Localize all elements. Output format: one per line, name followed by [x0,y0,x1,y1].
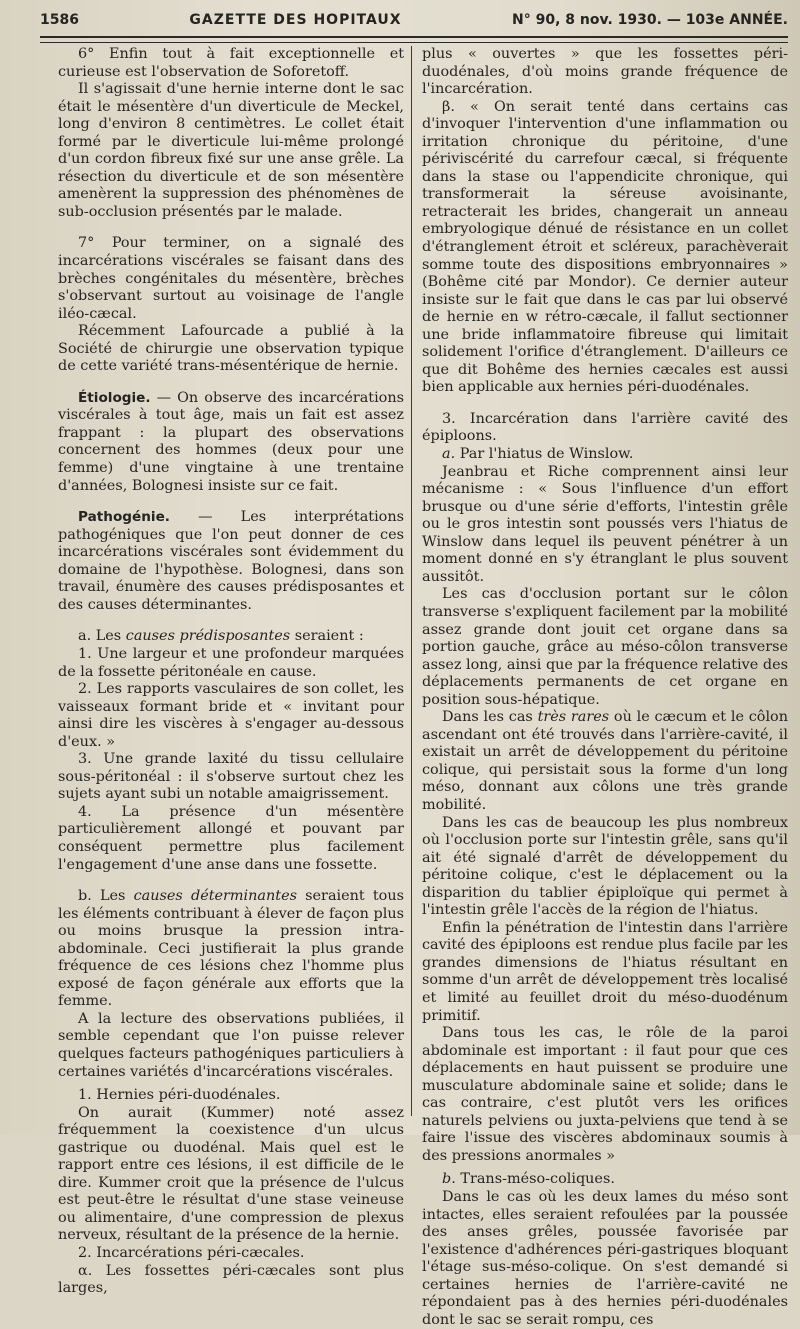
paragraph-text: 3. Une grande laxité du tissu cellulaire sous-péritonéal : il s'observe surtout chez les sujets ayant subi un notable amaigrissement. [58,751,404,803]
paragraph [422,1189,788,1329]
paragraph-text: Dans le cas où les deux lames du méso sont intactes, elles seraient refoulées par la poussée des anses grêles, poussée favorisée par l'existence d'adhérences péri-gastriques bloquant l'étage sus-méso-colique. On s'est demandé si certaines hernies de l'arrière-cavité ne répondaient pas à des hernies péri-duodénales dont le sac se serait rompu, ces [422,1189,788,1328]
journal-title: GAZETTE DES HOPITAUX [189,12,402,28]
italic-text: a. [442,446,456,463]
paragraph [58,646,404,681]
paragraph [422,411,788,446]
paragraph-text: Récemment Lafourcade a publié à la Société de chirurgie une observation typique de cette variété trans-mésentérique de hernie. [58,323,404,375]
paragraph-text: Enfin la pénétration de l'intestin dans l'arrière cavité des épiploons est rendue plus facile par les grandes dimensions de l'hiatus résultant en somme d'un arrêt de développement très localisé et limité au feuillet droit du méso-duodénum primitif. [422,919,788,1024]
paragraph [58,888,404,1011]
italic-text: très rares [537,709,610,726]
column-divider [411,46,412,1116]
paragraph-text: Il s'agissait d'une hernie interne dont le sac était le mésentère d'un diverticule de Meckel, long d'environ 8 centimètres. Le collet était formé par le diverticule lui-même prolongé d'un cordon fibreux fixé sur une anse grêle. La résection du diverticule et de son mésentère amenèrent la suppression des phénomènes de sub-occlusion présentés par le malade. [58,81,404,220]
paragraph [422,709,788,814]
paragraph [58,235,404,323]
lead-text: Dans les cas [442,709,538,726]
paragraph-text: où le cæcum et le côlon ascendant ont été trouvés dans l'arrière-cavité, il existait un arrêt de développement du péritoine colique, qui persistait sous la forme d'un long méso, donnant aux côlons une très grande mobilité. [422,709,788,813]
paragraph [58,804,404,874]
issue-info: N° 90, 8 nov. 1930. — 103e ANNÉE. [512,12,788,28]
paragraph [58,751,404,804]
right-column [422,46,788,1328]
paragraph [58,46,404,81]
paragraph [58,81,404,221]
paragraph-text: 2. Les rapports vasculaires de son collet, les vaisseaux formant bride et « invitant pour ainsi dire les viscères à s'engager au-dessous d'eux. » [58,681,404,750]
paragraph [422,1171,788,1189]
paragraph [58,1105,404,1245]
paragraph [422,920,788,1025]
paragraph-text: — On observe des incarcérations viscérales à tout âge, mais un fait est assez frappant : la plupart des observations concernent des hommes (deux pour une femme) d'une vingtaine à une trentaine d'années, Bolognesi insiste sur ce fait. [58,389,404,494]
paragraph [58,390,404,495]
paragraph-text: plus « ouvertes » que les fossettes péri-duodénales, d'où moins grande fréquence de l'incarcération. [422,46,788,98]
page-number: 1586 [40,12,79,28]
paragraph-text: — Les interprétations pathogéniques que l'on peut donner de ces incarcérations viscérales sont évidemment du domaine de l'hypothèse. Bolognesi, dans son travail, énumère des causes prédisposantes et des causes déterminantes. [58,509,404,613]
lead-text: a. Les [78,628,126,645]
paragraph-text: seraient tous les éléments contribuant à élever de façon plus ou moins brusque la pression intra-abdominale. Ceci justifierait la plus grande fréquence de ces lésions chez l'homme plus exposé de façon générale aux efforts que la femme. [58,888,404,1010]
paragraph-text: 7° Pour terminer, on a signalé des incarcérations viscérales se faisant dans des brèches congénitales du mésentère, brèches s'observant surtout au voisinage de l'angle iléo-cæcal. [58,235,404,322]
paragraph [58,681,404,751]
italic-text: b. [442,1171,456,1188]
paragraph [422,586,788,709]
paragraph-text: 3. Incarcération dans l'arrière cavité des épiploons. [422,410,788,445]
paragraph-text: Les cas d'occlusion portant sur le côlon transverse s'expliquent facilement par la mobilité assez grande dont jouit cet organe dans sa portion gauche, grâce au méso-côlon transverse assez long, ainsi que par la fréquence relative des déplacements permanents de cet organe en position sous-hépatique. [422,586,788,708]
paragraph [422,1025,788,1165]
paragraph-text: 6° Enfin tout à fait exceptionnelle et curieuse est l'observation de Soforetoff. [58,46,404,80]
paragraph [58,509,404,614]
paragraph [422,464,788,587]
paragraph [58,628,404,646]
paragraph-text: 1. Hernies péri-duodénales. [78,1087,281,1104]
paragraph-text: Dans les cas de beaucoup les plus nombreux où l'occlusion porte sur l'intestin grêle, sans qu'il ait été signalé d'arrêt de développement du péritoine colique, c'est le déplacement ou la disparition du tablier épiploïque qui permet à l'intestin grêle l'accès de la région de l'hiatus. [422,814,788,919]
header-rule [40,36,788,43]
paragraph [58,1011,404,1081]
paragraph-text: Jeanbrau et Riche comprennent ainsi leur mécanisme : « Sous l'influence d'un effort brusque ou d'une série d'efforts, l'intestin grêle ou le gros intestin sont poussés vers l'hiatus de Winslow dans lequel ils peuvent pénétrer à un moment donné en s'y étranglant le plus souvent aussitôt. [422,463,788,585]
paragraph-text: On aurait (Kummer) noté assez fréquemment la coexistence d'un ulcus gastrique ou duodénal. Mais quel est le rapport entre ces lésions, il est difficile de le dire. Kummer croit que la présence de l'ulcus est peut-être le résultat d'une stase veineuse ou alimentaire, d'une compression de plexus nerveux, résultant de la présence de la hernie. [58,1104,404,1244]
paragraph-text: β. « On serait tenté dans certains cas d'invoquer l'intervention d'une inflammation ou irritation chronique du péritoine, d'une périviscérité du carrefour cæcal, si fréquente dans la stase ou l'appendicite chronique, qui transformerait la séreuse avoisinante, retracterait les brides, changerait un anneau embryologique dénué de résistance en un collet d'étranglement étroit et scléreux, parachèverait somme toute des dispositions embryonnaires » (Bohême cité par Mondor). Ce dernier auteur insiste sur le fait que dans le cas par lui observé de hernie en w rétro-cæcale, il fallut sectionner une bride inflammatoire fibreuse qui limitait solidement l'orifice d'étranglement. D'ailleurs ce que dit Bohême des hernies cæcales est aussi bien applicable aux hernies péri-duodénales. [422,98,788,396]
left-column [58,46,404,1297]
paragraph-text: α. Les fossettes péri-cæcales sont plus larges, [58,1262,404,1297]
paragraph [58,323,404,376]
italic-text: causes déterminantes [133,888,297,905]
paragraph [422,46,788,99]
paragraph-text: 1. Une largeur et une profondeur marquées de la fossette péritonéale en cause. [58,645,404,680]
paragraph-text: Trans-méso-coliques. [455,1171,615,1188]
paragraph [422,446,788,464]
paragraph-text: Dans tous les cas, le rôle de la paroi abdominale est important : il faut pour que ces déplacements en haut puissent se produire une musculature abdominale saine et solide; dans le cas contraire, c'est plutôt vers les orifices naturels pelviens ou juxta-pelviens que tend à se faire l'issue des viscères abdominaux soumis à des pressions anormales » [422,1025,788,1164]
paragraph [58,1245,404,1263]
paragraph [422,815,788,920]
paragraph [58,1087,404,1105]
paragraph [58,1263,404,1298]
paragraph [422,99,788,397]
paragraph-text: Par l'hiatus de Winslow. [455,446,634,463]
section-heading: Pathogénie. [78,509,170,526]
page-header [40,6,788,34]
paragraph-text: 2. Incarcérations péri-cæcales. [78,1245,305,1261]
paragraph-text: A la lecture des observations publiées, il semble cependant que l'on puisse relever quelques facteurs pathogéniques particuliers à certaines variétés d'incarcérations viscérales. [58,1010,404,1080]
italic-text: causes prédisposantes [125,628,291,645]
section-heading: Étiologie. [78,389,151,406]
paragraph-text: seraient : [290,628,364,645]
lead-text: b. Les [78,888,134,905]
paragraph-text: 4. La présence d'un mésentère particulièrement allongé et pouvant par conséquent permettre plus facilement l'engagement d'une anse dans une fossette. [58,803,404,873]
